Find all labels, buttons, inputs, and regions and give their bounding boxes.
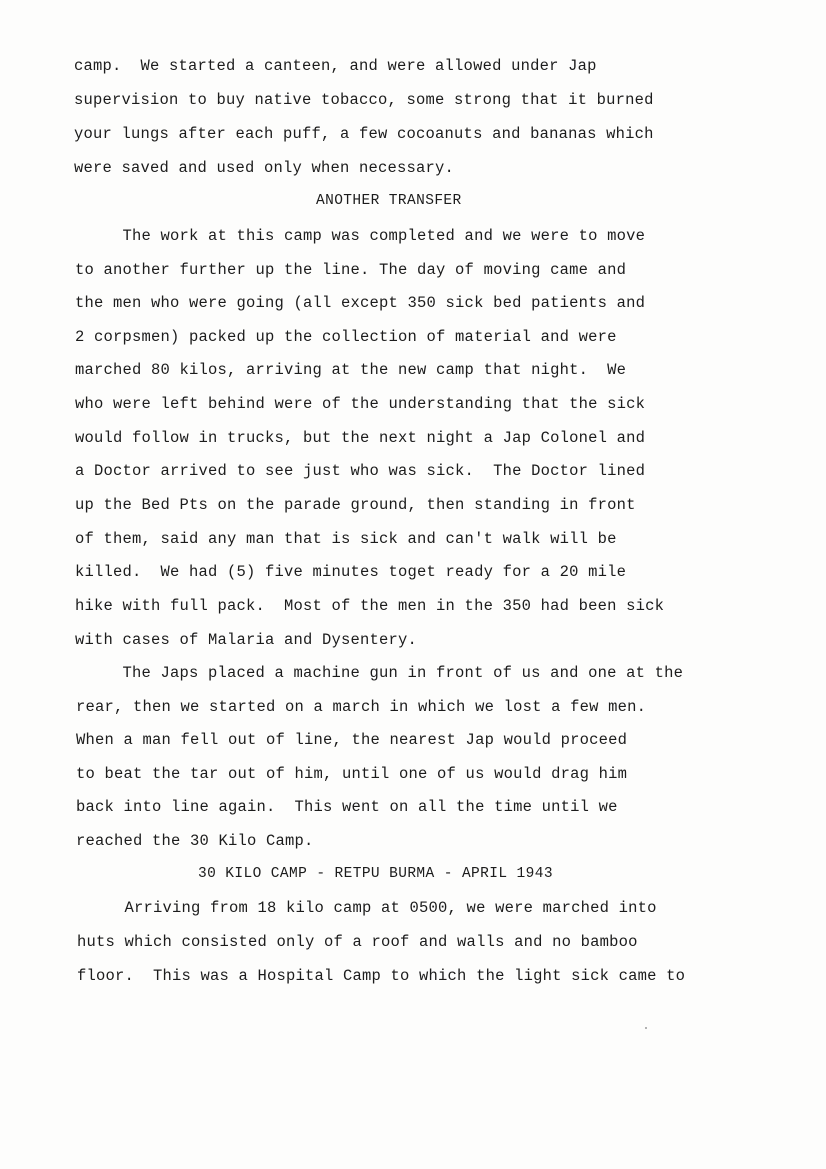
text-line: to another further up the line. The day of moving came and (75, 261, 627, 279)
text-line: huts which consisted only of a roof and walls and no bamboo (77, 933, 638, 951)
section-heading-another-transfer: ANOTHER TRANSFER (316, 193, 462, 209)
text-line: marched 80 kilos, arriving at the new camp that night. We (75, 361, 627, 379)
text-line: your lungs after each puff, a few cocoanuts and bananas which (74, 125, 654, 143)
text-line: the men who were going (all except 350 sick bed patients and (75, 294, 646, 312)
section-heading-30-kilo-camp: 30 KILO CAMP - RETPU BURMA - APRIL 1943 (198, 866, 553, 882)
text-line: camp. We started a canteen, and were allowed under Jap (74, 57, 597, 75)
text-line: killed. We had (5) five minutes toget ready for a 20 mile (75, 563, 627, 581)
text-line: were saved and used only when necessary. (74, 159, 455, 177)
paper-speck (645, 1027, 647, 1029)
text-line: The work at this camp was completed and we were to move (75, 227, 646, 245)
text-line: with cases of Malaria and Dysentery. (75, 631, 418, 649)
text-line: Arriving from 18 kilo camp at 0500, we were marched into (77, 899, 657, 917)
text-line: to beat the tar out of him, until one of us would drag him (76, 765, 628, 783)
text-line: When a man fell out of line, the nearest Jap would proceed (76, 731, 628, 749)
text-line: up the Bed Pts on the parade ground, then standing in front (75, 496, 636, 514)
text-line: back into line again. This went on all the time until we (76, 798, 618, 816)
text-line: who were left behind were of the understanding that the sick (75, 395, 646, 413)
text-line: supervision to buy native tobacco, some strong that it burned (74, 91, 654, 109)
text-line: floor. This was a Hospital Camp to which the light sick came to (77, 967, 686, 985)
text-line: hike with full pack. Most of the men in the 350 had been sick (75, 597, 665, 615)
text-line: reached the 30 Kilo Camp. (76, 832, 314, 850)
text-line: 2 corpsmen) packed up the collection of material and were (75, 328, 617, 346)
text-line: The Japs placed a machine gun in front of us and one at the (75, 664, 684, 682)
text-line: would follow in trucks, but the next night a Jap Colonel and (75, 429, 646, 447)
text-line: a Doctor arrived to see just who was sick. The Doctor lined (75, 462, 646, 480)
text-line: rear, then we started on a march in which we lost a few men. (76, 698, 647, 716)
text-line: of them, said any man that is sick and can't walk will be (75, 530, 617, 548)
